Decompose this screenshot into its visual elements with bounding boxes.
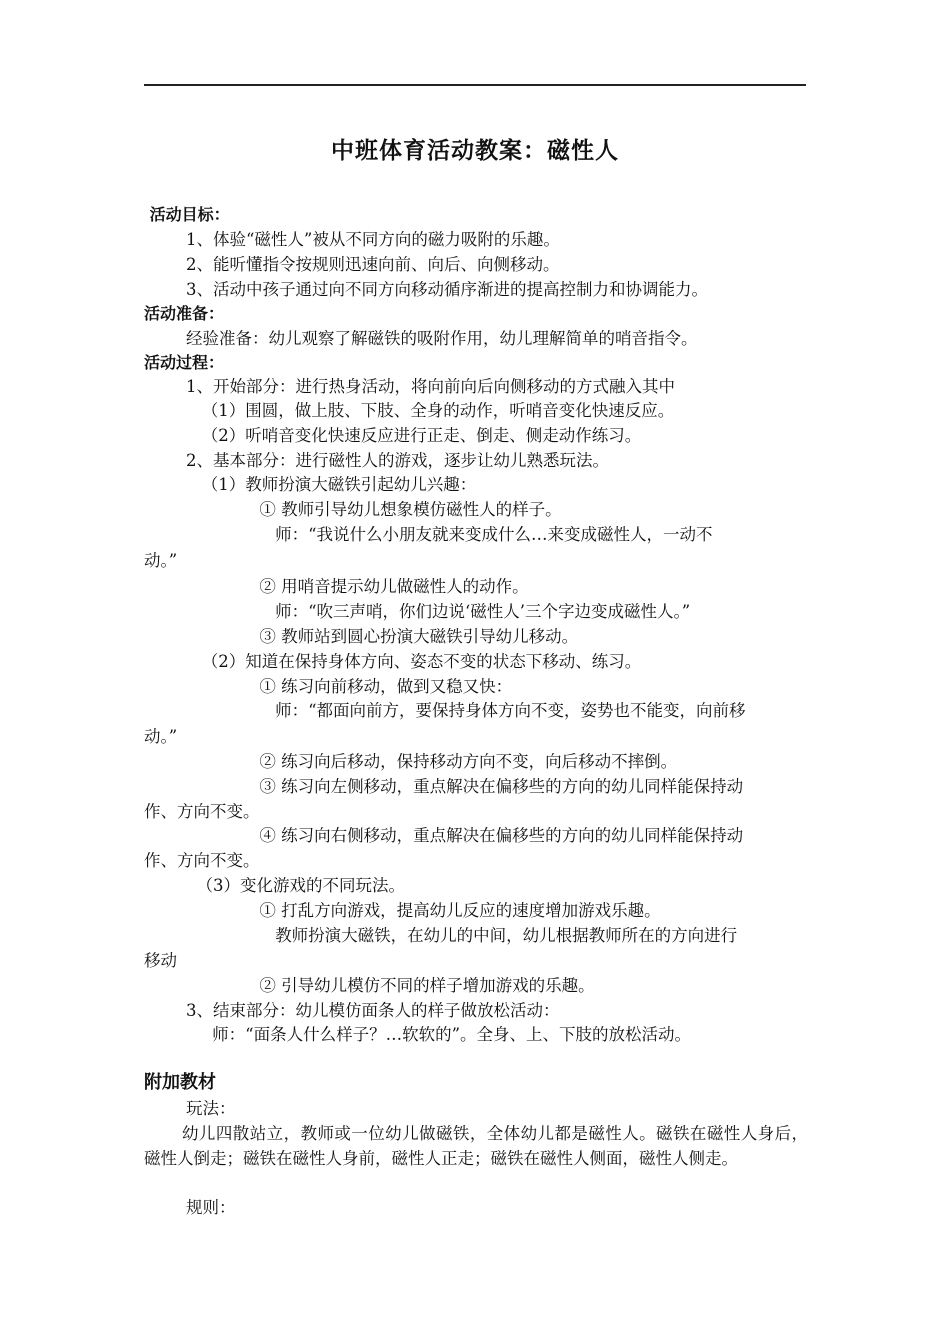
appendix-heading: 附加教材 [144,1072,216,1093]
appendix-play-text: 幼儿四散站立，教师或一位幼儿做磁铁，全体幼儿都是磁性人。磁铁在磁性人身后，磁性人倒走；磁铁在磁性人身前，磁性人正走；磁铁在磁性人侧面，磁性人侧走。 [144,1124,808,1168]
body-line: 1、体验“磁性人”被从不同方向的磁力吸附的乐趣。 [144,230,560,249]
page-title: 中班体育活动教案：磁性人 [331,138,619,164]
body-line: ③ 练习向左侧移动，重点解决在偏移些的方向的幼儿同样能保持动 [144,777,744,796]
body-line: 师：“都面向前方，要保持身体方向不变，姿势也不能变，向前移 [144,701,746,720]
body-line: 师：“我说什么小朋友就来变成什么…来变成磁性人，一动不 [144,525,713,544]
body-line: 1、开始部分：进行热身活动，将向前向后向侧移动的方式融入其中 [144,377,675,396]
body-line: （1）围圆，做上肢、下肢、全身的动作，听哨音变化快速反应。 [144,401,675,420]
body-line: （3）变化游戏的不同玩法。 [144,876,405,895]
body-line: 师：“吹三声哨，你们边说‘磁性人’三个字边变成磁性人。” [144,602,691,621]
body-line: 师：“面条人什么样子？…软软的”。全身、上、下肢的放松活动。 [144,1025,692,1044]
body-line: 2、基本部分：进行磁性人的游戏，逐步让幼儿熟悉玩法。 [144,451,609,470]
header-rule [144,84,806,86]
body-line: （2）听哨音变化快速反应进行正走、倒走、侧走动作练习。 [144,426,642,445]
body-line: ① 打乱方向游戏，提高幼儿反应的速度增加游戏乐趣。 [144,901,661,920]
body-line: ② 用哨音提示幼儿做磁性人的动作。 [144,577,529,596]
body-line: 移动 [144,951,177,970]
body-line: ① 练习向前移动，做到又稳又快： [144,677,513,696]
body-line: 动。” [144,551,178,570]
body-line: 经验准备：幼儿观察了解磁铁的吸附作用，幼儿理解简单的哨音指令。 [144,329,698,348]
body-line: ④ 练习向右侧移动，重点解决在偏移些的方向的幼儿同样能保持动 [144,826,744,845]
body-line: ③ 教师站到圆心扮演大磁铁引导幼儿移动。 [144,627,579,646]
body-line: （2）知道在保持身体方向、姿态不变的状态下移动、练习。 [144,652,642,671]
section-heading: 活动目标： [144,205,230,224]
appendix-play-label: 玩法： [144,1099,236,1118]
section-heading: 活动准备： [144,304,225,323]
body-line: （1）教师扮演大磁铁引起幼儿兴趣： [144,475,477,494]
body-line: ② 引导幼儿模仿不同的样子增加游戏的乐趣。 [144,976,595,995]
body-line: 作、方向不变。 [144,802,260,821]
body-line: 3、结束部分：幼儿模仿面条人的样子做放松活动： [144,1001,560,1020]
body-line: 3、活动中孩子通过向不同方向移动循序渐进的提高控制力和协调能力。 [144,280,708,299]
appendix-rules-label: 规则： [144,1198,236,1217]
body-line: ① 教师引导幼儿想象模仿磁性人的样子。 [144,500,562,519]
body-line: 作、方向不变。 [144,851,260,870]
body-line: 教师扮演大磁铁，在幼儿的中间，幼儿根据教师所在的方向进行 [144,926,738,945]
body-line: 动。” [144,727,178,746]
body-line: 2、能听懂指令按规则迅速向前、向后、向侧移动。 [144,255,560,274]
body-line: ② 练习向后移动，保持移动方向不变，向后移动不摔倒。 [144,752,678,771]
section-heading: 活动过程： [144,353,225,372]
